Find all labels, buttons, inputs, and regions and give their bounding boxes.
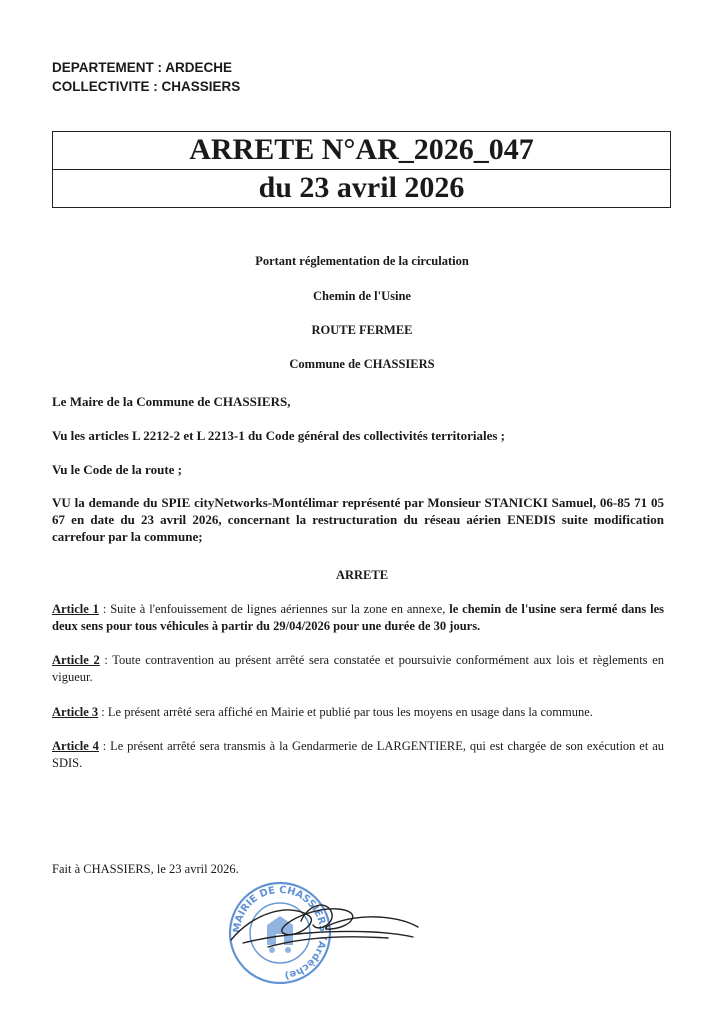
article-4-text: : Le présent arrêté sera transmis à la Gendarmerie de LARGENTIERE, qui est chargée de son exécution et au SDIS. <box>52 739 664 770</box>
arrete-heading: ARRETE <box>335 568 389 582</box>
preamble-vu-cgct: Vu les articles L 2212-2 et L 2213-1 du Code général des collectivités territoriales ; <box>52 428 505 443</box>
article-2-text: : Toute contravention au présent arrêté sera constatée et poursuivie conformément aux lois et règlements en vigueur. <box>52 653 665 684</box>
svg-text:MAIRIE DE CHASSIERS (Ardèche): MAIRIE DE CHASSIERS (Ardèche) <box>231 884 329 981</box>
preamble-maire: Le Maire de la Commune de CHASSIERS, <box>52 394 291 409</box>
subject-line-4: Commune de CHASSIERS <box>289 357 435 371</box>
article-4 <box>52 738 664 772</box>
collectivite-label: COLLECTIVITE : CHASSIERS <box>52 79 241 94</box>
subject-line-1: Portant réglementation de la circulation <box>255 254 469 268</box>
preamble-vu-demande: VU la demande du SPIE cityNetworks-Montélimar représenté par Monsieur STANICKI Samuel, 06-85 71 05 67 en date du 23 avril 2026, concernant la restructuration du réseau aérien ENEDIS suite modification carrefour par la commune; <box>52 495 664 544</box>
mayor-signature <box>213 885 423 965</box>
arrete-number: ARRETE N°AR_2026_047 <box>189 133 534 166</box>
article-1-bold-text: le chemin de l'usine sera fermé dans les deux sens pour tous véhicules à partir du 29/04/2026 pour une durée de 30 jours. <box>52 602 664 633</box>
article-3-text: : Le présent arrêté sera affiché en Mairie et publié par tous les moyens en usage dans la commune. <box>98 705 593 719</box>
article-2 <box>52 652 664 686</box>
document-header <box>52 58 240 96</box>
article-3-label: Article 3 <box>52 705 99 719</box>
preamble-vu-code-route: Vu le Code de la route ; <box>52 462 182 477</box>
title-box <box>52 131 671 208</box>
article-2-label: Article 2 <box>52 653 100 667</box>
fait-a-line: Fait à CHASSIERS, le 23 avril 2026. <box>52 862 239 876</box>
article-3 <box>52 704 664 721</box>
subject-line-3: ROUTE FERMEE <box>311 323 413 337</box>
departement-label: DEPARTEMENT : ARDECHE <box>52 60 233 75</box>
article-1-text: : Suite à l'enfouissement de lignes aériennes sur la zone en annexe, <box>98 602 450 616</box>
article-1-label: Article 1 <box>52 602 99 616</box>
article-1 <box>52 601 664 635</box>
subject-line-2: Chemin de l'Usine <box>313 289 411 303</box>
article-4-label: Article 4 <box>52 739 99 753</box>
arrete-date: du 23 avril 2026 <box>53 169 670 207</box>
